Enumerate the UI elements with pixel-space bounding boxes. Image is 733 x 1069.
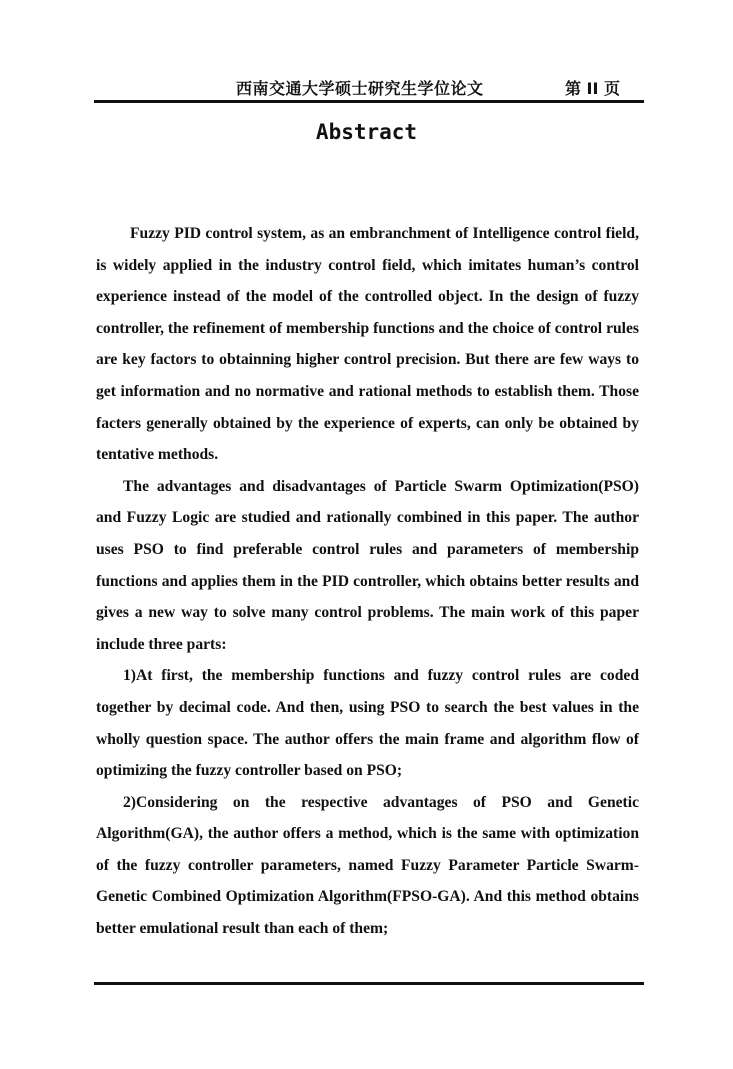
abstract-heading: Abstract: [315, 120, 418, 144]
abstract-paragraph-3: 1)At first, the membership functions and fuzzy control rules are coded together by decimal code. And then, using PSO to search the best values in the wholly question space. The author offers the main frame and algorithm flow of optimizing the fuzzy controller based on PSO;: [96, 667, 639, 780]
abstract-paragraph-4: 2)Considering on the respective advantages of PSO and Genetic Algorithm(GA), the author offers a method, which is the same with optimization of the fuzzy controller parameters, named Fuzzy Parameter Particle Swarm-Genetic Combined Optimization Algorithm(FPSO-GA). And this method obtains better emulational result than each of them;: [96, 793, 639, 938]
abstract-body: [96, 218, 639, 945]
footer-rule: [94, 982, 644, 985]
header-rule: [94, 100, 644, 103]
abstract-paragraph-2: The advantages and disadvantages of Particle Swarm Optimization(PSO) and Fuzzy Logic are studied and rationally combined in this paper. The author uses PSO to find preferable control rules and parameters of membership functions and applies them in the PID controller, which obtains better results and gives a new way to solve many control problems. The main work of this paper include three parts:: [96, 477, 639, 653]
header-university-title: 西南交通大学硕士研究生学位论文: [236, 79, 484, 98]
abstract-paragraph-1: Fuzzy PID control system, as an embranchment of Intelligence control field, is widely applied in the industry control field, which imitates human’s control experience instead of the model of the controlled object. In the design of fuzzy controller, the refinement of membership functions and the choice of control rules are key factors to obtainning higher control precision. But there are few ways to get information and no normative and rational methods to establish them. Those facters generally obtained by the experience of experts, can only be obtained by tentative methods.: [96, 225, 639, 464]
running-header: [94, 74, 644, 100]
header-page-number: 第 II 页: [564, 79, 620, 98]
